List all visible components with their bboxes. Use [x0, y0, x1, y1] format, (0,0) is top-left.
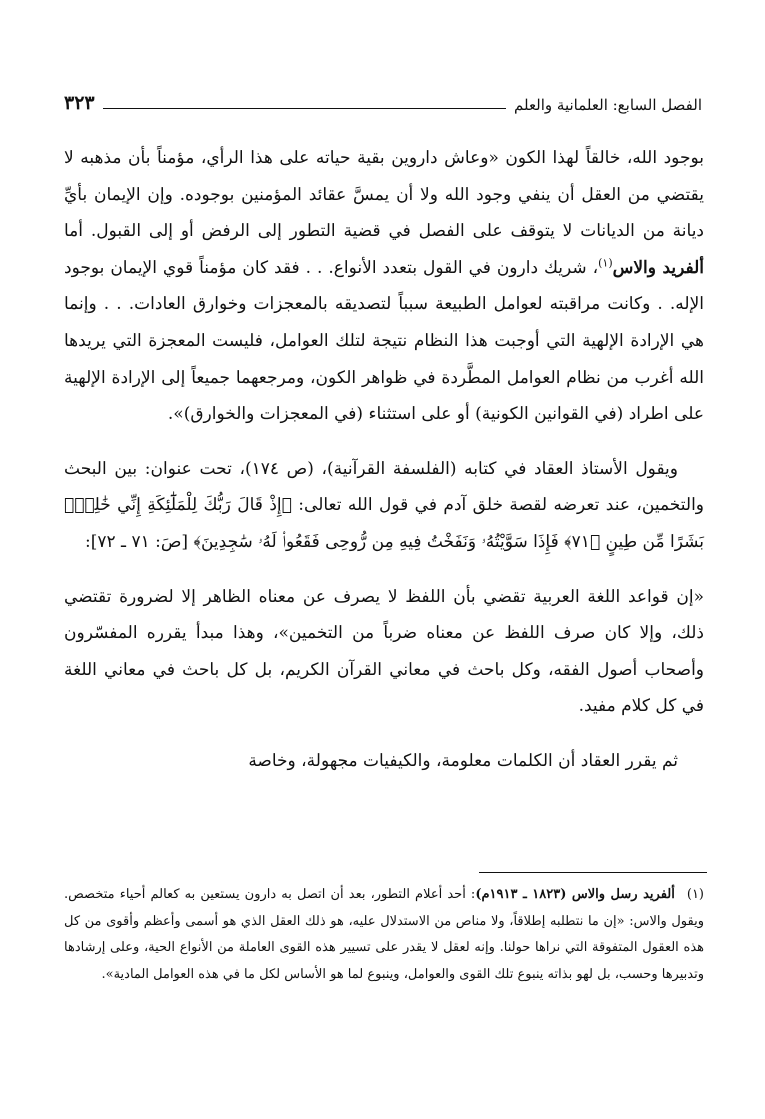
footnote-name: ألفريد رسل والاس (١٨٢٣ ـ ١٩١٣م) — [475, 887, 675, 902]
quran-verse: ﴿إِذْ قَالَ رَبُّكَ لِلْمَلَٰٓئِكَةِ إِنِّي خَٰلِقٌۢ بَشَرًا مِّن طِينٍ ﴿٧١﴾ فَإِذَا سَوَّيْتُهُۥ وَنَفَخْتُ فِيهِ مِن رُّوحِى فَقَعُوا۟ لَهُۥ سَٰجِدِينَ﴾ — [64, 495, 704, 552]
verse-citation: [صَ: ٧١ ـ ٧٢]: — [85, 531, 194, 552]
footnote-reference[interactable]: (١) — [598, 256, 613, 270]
footnote-separator — [479, 872, 707, 873]
running-header — [64, 88, 702, 114]
paragraph-aqqad — [64, 451, 704, 561]
wallace-name: ألفريد والاس — [612, 257, 704, 278]
paragraph-text: ثم يقرر العقاد أن الكلمات معلومة، والكيفيات مجهولة، وخاصة — [248, 750, 678, 771]
header-rule — [103, 108, 506, 109]
paragraph-text: ، شريك دارون في القول بتعدد الأنواع. . . فقد كان مؤمناً قوي الإيمان بوجود الإله. . وكانت مراقبته لعوامل الطبيعة سبباً لتصديقه بالمعجزات وخوارق العادات. . . وإنما هي الإرادة الإلهية التي أوجبت هذا النظام نتيجة لتلك العوامل، فليست المعجزة التي يريدها الله أغرب من نظام العوامل المطَّردة في ظواهر الكون، ومرجعهما جميعاً إلى الإرادة الإلهية على اطراد (في القوانين الكونية) أو على استثناء (في المعجزات والخوارق)». — [64, 257, 704, 425]
footnote — [64, 882, 704, 988]
paragraph-darwin-wallace — [64, 140, 704, 433]
footnote-number: (١) — [686, 887, 704, 902]
paragraph-text: «إن قواعد اللغة العربية تقضي بأن اللفظ لا يصرف عن معناه الظاهر إلا لضرورة تقتضي ذلك، وإلا كان صرف اللفظ عن معناه ضرباً من التخمين»، وهذا مبدأ يقرره المفسّرون وأصحاب أصول الفقه، وكل باحث في معاني القرآن الكريم، بل كل باحث في معاني اللغة في كل كلام مفيد. — [64, 586, 704, 717]
main-text — [64, 140, 704, 798]
paragraph-continuation — [64, 743, 704, 780]
paragraph-text: ويقول الأستاذ العقاد في كتابه (الفلسفة القرآنية)، (ص ١٧٤)، تحت عنوان: بين البحث والتخمين، عند تعرضه لقصة خلق آدم في قول الله تعالى: — [64, 458, 705, 516]
paragraph-text: بوجود الله، خالقاً لهذا الكون «وعاش داروين بقية حياته على هذا الرأي، مؤمناً بأن مذهبه لا يقتضي من العقل أن ينفي وجود الله ولا أن يمسَّ عقائد المؤمنين بوجوده. وإن الإيمان بأيِّ ديانة من الديانات لا يتوقف على الفصل في قضية التطور إلى الرفض أو إلى القبول. أما — [64, 148, 704, 242]
footnote-text: : أحد أعلام التطور، بعد أن اتصل به دارون يستعين به كعالم أحياء متخصص. ويقول والاس: «إن ما نتطلبه إطلاقاً، ولا مناص من الاستدلال عليه، هو ذلك العقل الذي هو أسمى وأعظم وأقوى من كل هذه العقول المتفوقة التي نراها حولنا. وإنه لعقل لا يقدر على تسيير هذه القوى العاملة من الأنواع الحية، وعلى إرشادها وتدبيرها وحسب، بل لهو بذاته ينبوع تلك القوى والعوامل، وينبوع لما هو الأساس لكل ما في هذه العوامل المادية». — [64, 887, 704, 982]
paragraph-language-rules — [64, 579, 704, 725]
chapter-title: الفصل السابع: العلمانية والعلم — [514, 96, 702, 114]
page-number: ٣٢٣ — [64, 92, 95, 114]
